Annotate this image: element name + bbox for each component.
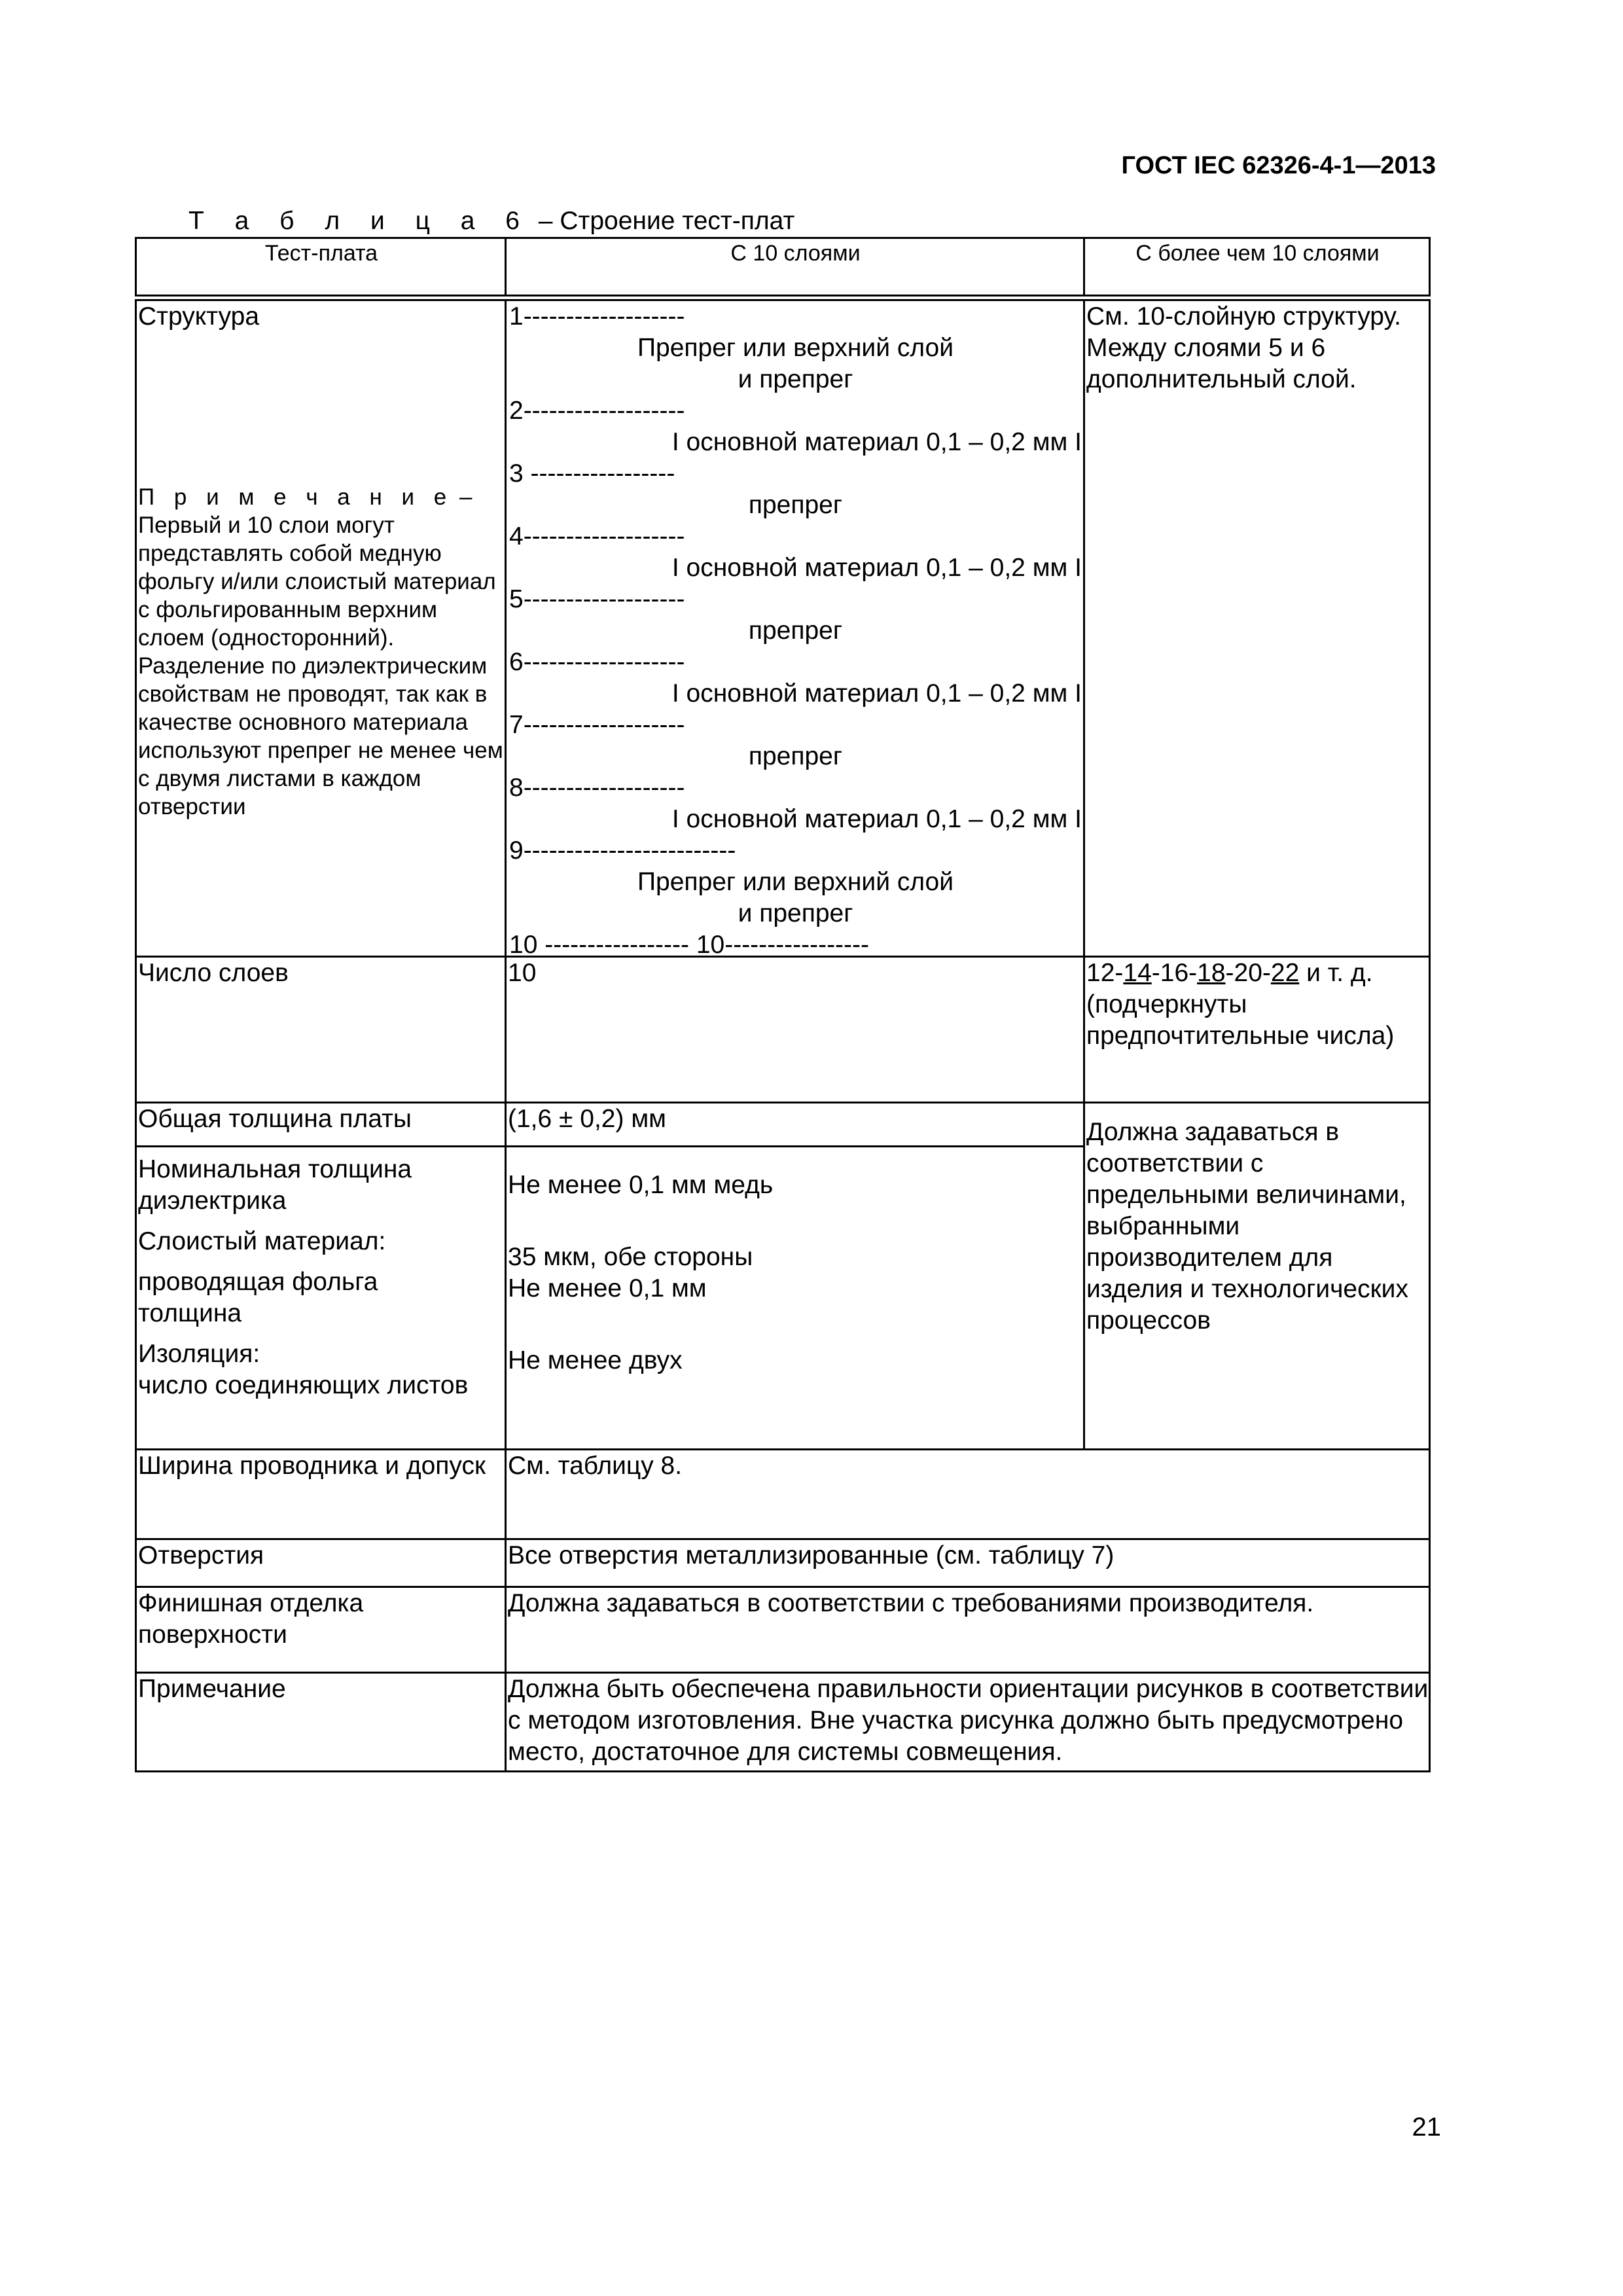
table-row-finish <box>136 1587 1430 1673</box>
table-row-total-thickness <box>136 1103 1430 1147</box>
dielectric-foil-value: 35 мкм, обе стороны <box>508 1243 753 1271</box>
layer-line-9: 9------------------------- <box>509 836 736 865</box>
layer-text-1a: Препрег или верхний слой <box>637 334 954 362</box>
dielectric-foil-label: проводящая фольга <box>138 1268 378 1296</box>
layer-line-7: 7------------------- <box>509 711 685 739</box>
test-board-structure-table <box>135 237 1431 1772</box>
table-caption <box>188 207 794 236</box>
document-standard-header: ГОСТ IEC 62326-4-1—2013 <box>1121 152 1436 179</box>
layer-line-6: 6------------------- <box>509 648 685 676</box>
layers-count-part: и т. д. (подчеркнуты предпочтительные числа) <box>1086 959 1395 1050</box>
table-caption-text: – Строение тест-плат <box>531 207 795 235</box>
dielectric-insulation-label: Изоляция: <box>138 1340 260 1368</box>
table-row-structure <box>136 300 1430 957</box>
dielectric-thickness-label: толщина <box>138 1299 242 1327</box>
dielectric-sheets-value: Не менее двух <box>508 1346 683 1374</box>
table-row-holes <box>136 1539 1430 1587</box>
cell-layers-count-more <box>1084 957 1430 1103</box>
cell-note-label: Примечание <box>136 1673 506 1772</box>
cell-structure-label <box>136 300 506 957</box>
layer-stack <box>508 301 1083 959</box>
cell-note-value: Должна быть обеспечена правильности ориентации рисунков в соответствии с методом изготовления. Вне участка рисунка должно быть предусмотрено место, достаточное для системы совмещения. <box>506 1673 1430 1772</box>
layers-count-preferred: 22 <box>1270 959 1300 987</box>
table-row-conductor <box>136 1450 1430 1539</box>
cell-finish-label: Финишная отделка поверхности <box>136 1587 506 1673</box>
cell-structure-ten-layers <box>506 300 1084 957</box>
cell-dielectric-values <box>506 1147 1084 1450</box>
layer-text-1b: и препрег <box>738 365 853 393</box>
cell-shared-requirement: Должна задаваться в соответствии с предельными величинами, выбранными производителем для изделия и технологических процессов <box>1084 1103 1430 1450</box>
layer-line-8: 8------------------- <box>509 774 685 802</box>
cell-dielectric-labels <box>136 1147 506 1450</box>
dielectric-thickness-value: Не менее 0,1 мм <box>508 1274 707 1302</box>
layer-line-4: 4------------------- <box>509 522 685 550</box>
cell-layers-count-ten: 10 <box>506 957 1084 1103</box>
layer-text-8: I основной материал 0,1 – 0,2 мм I <box>671 805 1082 833</box>
structure-note-prefix: П р и м е ч а н и е <box>138 484 454 510</box>
dielectric-nominal-label: Номинальная толщина диэлектрика <box>138 1155 412 1215</box>
layer-text-2: I основной материал 0,1 – 0,2 мм I <box>671 428 1082 456</box>
column-header-board: Тест-плата <box>136 238 506 296</box>
cell-holes-value: Все отверстия металлизированные (см. таблицу 7) <box>506 1539 1430 1587</box>
table-header-row <box>136 238 1430 296</box>
structure-label: Структура <box>138 302 260 331</box>
column-header-more-layers: С более чем 10 слоями <box>1084 238 1430 296</box>
layers-count-part: -20- <box>1225 959 1271 987</box>
layer-line-3: 3 ----------------- <box>509 459 675 488</box>
cell-layers-count-label: Число слоев <box>136 957 506 1103</box>
cell-thickness-value: (1,6 ± 0,2) мм <box>506 1103 1084 1147</box>
layer-line-5: 5------------------- <box>509 585 685 613</box>
cell-structure-more-layers: См. 10-слойную структуру. Между слоями 5 и 6 дополнительный слой. <box>1084 300 1430 957</box>
dielectric-layered-label: Слоистый материал: <box>138 1227 386 1255</box>
structure-note <box>138 483 505 821</box>
structure-note-text: – Первый и 10 слои могут представлять собой медную фольгу и/или слоистый материал с фольгированным верхним слоем (односторонний). Разделение по диэлектрическим свойствам не проводят, так как в качестве основного материала используют препрег не менее чем с двумя листами в каждом отверстии <box>138 484 503 819</box>
cell-finish-value: Должна задаваться в соответствии с требованиями производителя. <box>506 1587 1430 1673</box>
cell-conductor-label: Ширина проводника и допуск <box>136 1450 506 1539</box>
header-separator <box>136 296 1430 300</box>
layer-line-2: 2------------------- <box>509 397 685 425</box>
layer-text-4: I основной материал 0,1 – 0,2 мм I <box>671 554 1082 582</box>
cell-holes-label: Отверстия <box>136 1539 506 1587</box>
layer-text-3: препрег <box>748 491 843 519</box>
layer-text-7: препрег <box>748 742 843 770</box>
layer-text-5: препрег <box>748 617 843 645</box>
layer-line-10: 10 ----------------- 10----------------- <box>509 931 869 959</box>
cell-thickness-label: Общая толщина платы <box>136 1103 506 1147</box>
dielectric-sheets-label: число соединяющих листов <box>138 1371 469 1399</box>
column-header-ten-layers: С 10 слоями <box>506 238 1084 296</box>
table-row-layers-count <box>136 957 1430 1103</box>
dielectric-nominal-value: Не менее 0,1 мм медь <box>508 1171 774 1199</box>
table-row-note <box>136 1673 1430 1772</box>
layers-count-part: -16- <box>1151 959 1198 987</box>
layer-line-1: 1------------------- <box>509 302 685 331</box>
layer-text-9a: Препрег или верхний слой <box>637 868 954 896</box>
layers-count-part: 12- <box>1086 959 1124 987</box>
page-number: 21 <box>1412 2113 1441 2142</box>
table-caption-prefix: Т а б л и ц а 6 <box>188 207 531 235</box>
layer-text-6: I основной материал 0,1 – 0,2 мм I <box>671 679 1082 708</box>
cell-conductor-value: См. таблицу 8. <box>506 1450 1430 1539</box>
layers-count-preferred: 18 <box>1197 959 1226 987</box>
layer-text-9b: и препрег <box>738 899 853 927</box>
layers-count-preferred: 14 <box>1123 959 1152 987</box>
